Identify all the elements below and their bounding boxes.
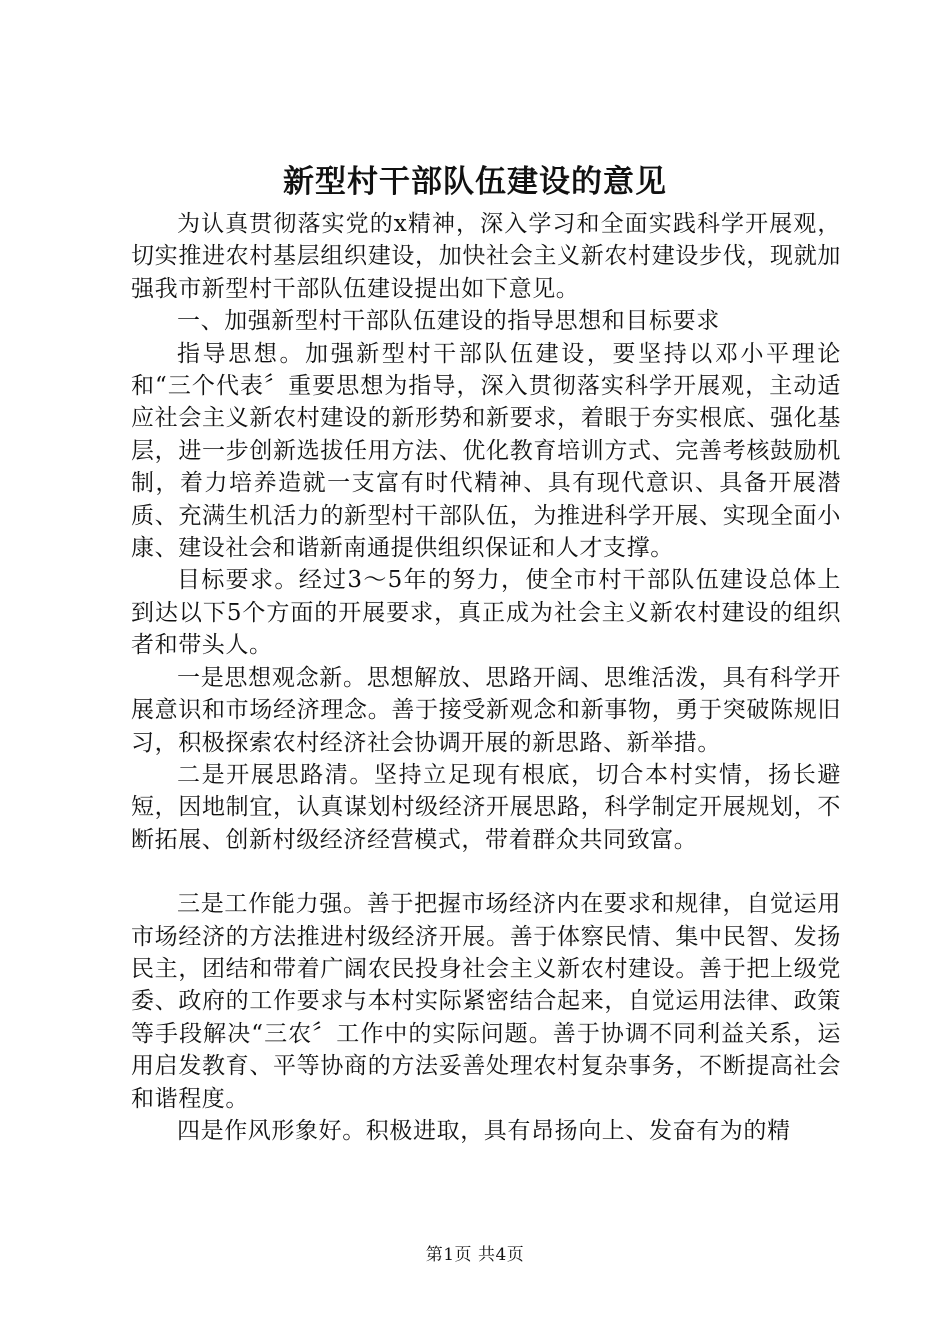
paragraph-guiding-thought: 指导思想。加强新型村干部队伍建设，要坚持以邓小平理论和“三个代表〞重要思想为指导，深入贯彻落实科学开展观，主动适应社会主义新农村建设的新形势和新要求，着眼于夯实根底、强化基层，进一步创新选拔任用方法、优化教育培训方式、完善考核鼓励机制，着力培养造就一支富有时代精神、具有现代意识、具备开展潜质、充满生机活力的新型村干部队伍，为推进科学开展、实现全面小康、建设社会和谐新南通提供组织保证和人才支撑。 (131, 340, 841, 562)
document-title: 新型村干部队伍建设的意见 (283, 164, 667, 200)
paragraph-point-2: 二是开展思路清。坚持立足现有根底，切合本村实情，扬长避短，因地制宜，认真谋划村级经济开展思路，科学制定开展规划，不断拓展、创新村级经济经营模式，带着群众共同致富。 (131, 761, 841, 853)
section-heading-1: 一、加强新型村干部队伍建设的指导思想和目标要求 (177, 308, 720, 335)
paragraph-point-4: 四是作风形象好。积极进取，具有昂扬向上、发奋有为的精 (177, 1117, 791, 1144)
paragraph-intro: 为认真贯彻落实党的x精神，深入学习和全面实践科学开展观，切实推进农村基层组织建设，加快社会主义新农村建设步伐，现就加强我市新型村干部队伍建设提出如下意见。 (131, 211, 841, 302)
page-footer: 第1页 共4页 (425, 1245, 525, 1265)
paragraph-point-1: 一是思想观念新。思想解放、思路开阔、思维活泼，具有科学开展意识和市场经济理念。善于接受新观念和新事物，勇于突破陈规旧习，积极探索农村经济社会协调开展的新思路、新举措。 (131, 664, 841, 756)
paragraph-goals: 目标要求。经过3～5年的努力，使全市村干部队伍建设总体上到达以下5个方面的开展要求，真正成为社会主义新农村建设的组织者和带头人。 (131, 567, 841, 659)
document-body (131, 208, 841, 1147)
paragraph-point-3: 三是工作能力强。善于把握市场经济内在要求和规律，自觉运用市场经济的方法推进村级经济开展。善于体察民情、集中民智、发扬民主，团结和带着广阔农民投身社会主义新农村建设。善于把上级党委、政府的工作要求与本村实际紧密结合起来，自觉运用法律、政策等手段解决“三农〞工作中的实际问题。善于协调不同利益关系，运用启发教育、平等协商的方法妥善处理农村复杂事务，不断提高社会和谐程度。 (131, 891, 841, 1112)
